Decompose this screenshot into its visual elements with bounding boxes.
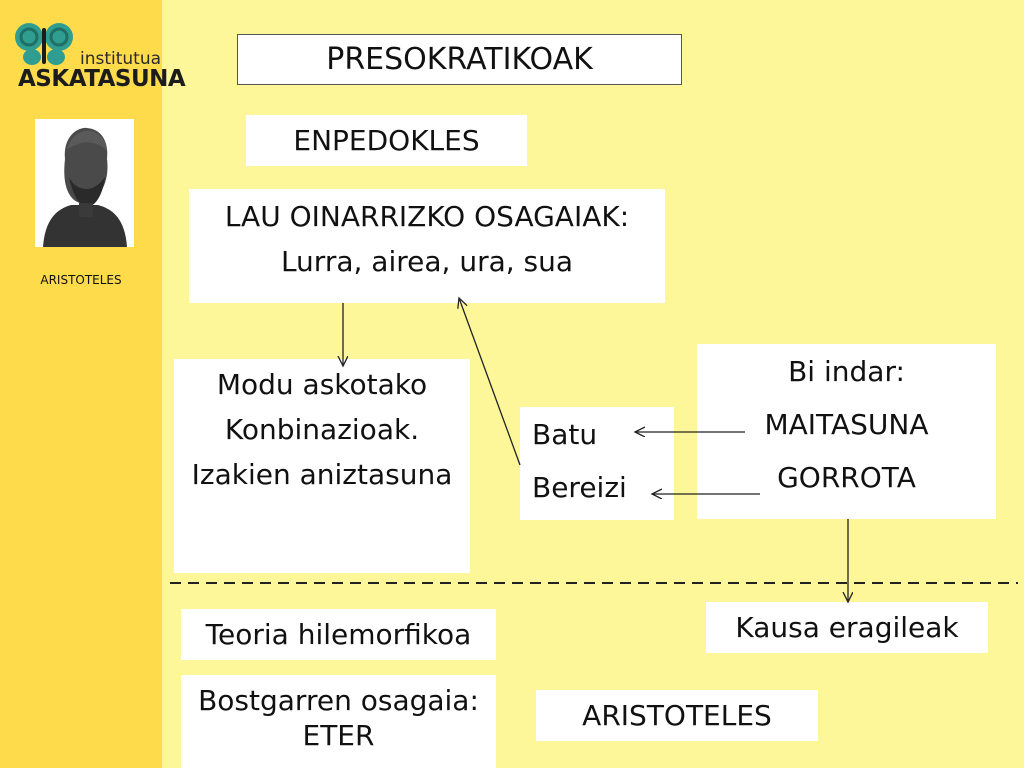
page-title: PRESOKRATIKOAK bbox=[326, 41, 593, 77]
aristotle-portrait bbox=[35, 119, 134, 247]
force-hate: GORROTA bbox=[777, 461, 916, 494]
force-love: MAITASUNA bbox=[764, 408, 929, 441]
combinations-line-2: Konbinazioak. bbox=[224, 413, 420, 446]
aristotle-bust-icon bbox=[35, 119, 134, 247]
elements-heading: LAU OINARRIZKO OSAGAIAK: bbox=[224, 200, 630, 233]
institute-logo bbox=[14, 22, 186, 100]
title-box bbox=[237, 34, 682, 85]
action-separate: Bereizi bbox=[532, 471, 627, 504]
elements-box bbox=[189, 189, 665, 303]
portrait-caption: ARISTOTELES bbox=[40, 273, 122, 287]
logo-small-text: institutua bbox=[80, 49, 162, 69]
forces-heading: Bi indar: bbox=[788, 355, 905, 388]
aristotle-box bbox=[536, 690, 818, 741]
theory-box bbox=[181, 609, 496, 660]
butterfly-logo-icon bbox=[14, 22, 74, 66]
fifth-element-box bbox=[181, 675, 496, 768]
combinations-box bbox=[174, 359, 470, 573]
philosopher-box bbox=[246, 115, 527, 166]
aristotle-label: ARISTOTELES bbox=[582, 699, 772, 732]
sidebar bbox=[0, 0, 186, 768]
actions-box bbox=[520, 407, 674, 520]
combinations-line-3: Izakien aniztasuna bbox=[191, 458, 453, 491]
philosopher-name: ENPEDOKLES bbox=[293, 124, 480, 157]
logo-big-text: ASKATASUNA bbox=[18, 66, 186, 92]
cause-label: Kausa eragileak bbox=[735, 611, 959, 644]
elements-list: Lurra, airea, ura, sua bbox=[280, 245, 574, 278]
forces-box bbox=[697, 344, 996, 519]
theory-label: Teoria hilemorfikoa bbox=[205, 618, 472, 651]
action-unite: Batu bbox=[532, 418, 598, 451]
fifth-element-label: Bostgarren osagaia: ETER bbox=[198, 684, 479, 752]
combinations-line-1: Modu askotako bbox=[216, 368, 428, 401]
cause-box bbox=[706, 602, 988, 653]
